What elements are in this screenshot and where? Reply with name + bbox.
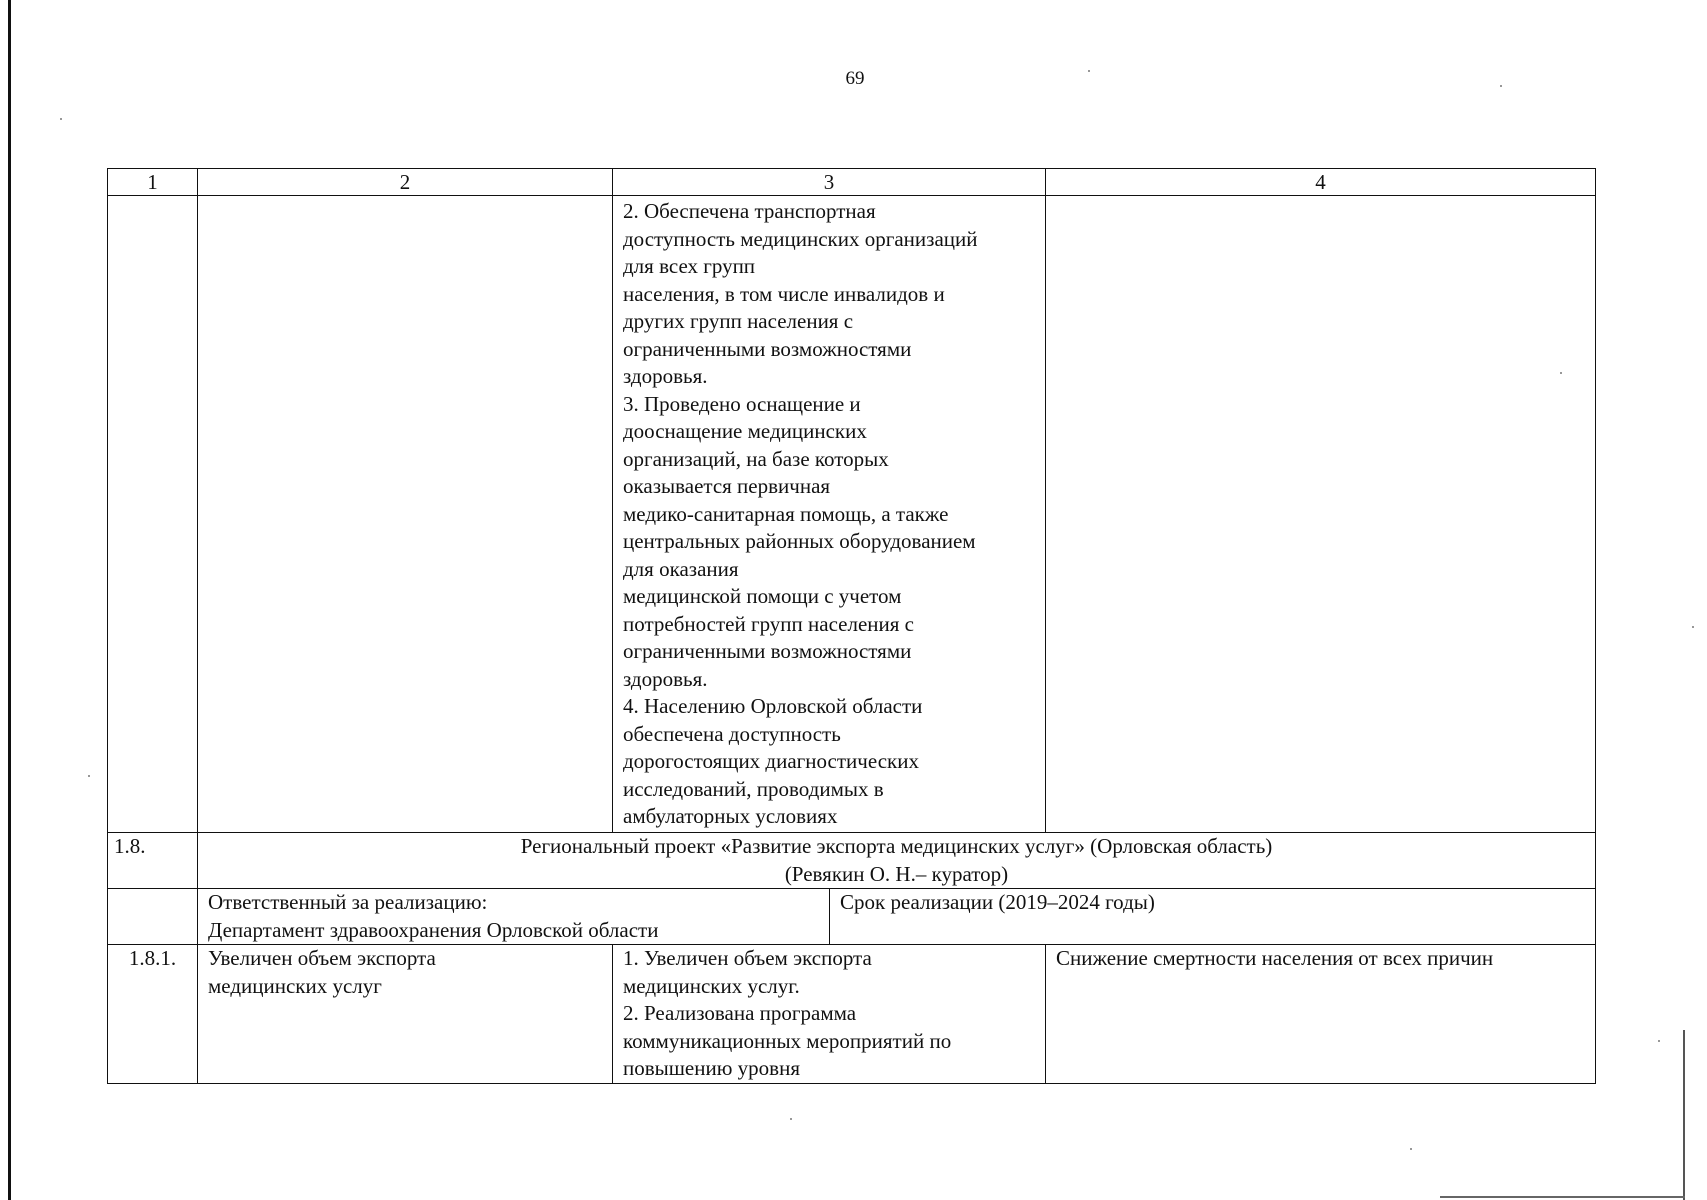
text-line: 2. Реализована программа	[623, 1001, 857, 1025]
text-line: Снижение смертности населения от всех причин	[1056, 946, 1494, 970]
text-line: коммуникационных мероприятий по	[623, 1028, 952, 1053]
text-line: потребностей групп населения с	[623, 611, 914, 636]
text-line: медицинской помощи с учетом	[623, 584, 902, 608]
responsible-cell	[198, 889, 830, 945]
text-line: ограниченными возможностями	[623, 336, 912, 361]
cell-indicator	[1046, 196, 1596, 833]
text-line: здоровья.	[623, 666, 708, 691]
project-number: 1.8.	[108, 833, 198, 889]
scan-edge-left	[8, 0, 11, 1200]
header-col-2: 2	[198, 169, 613, 196]
scan-speck	[1088, 70, 1090, 72]
text-line: медицинских услуг	[208, 973, 382, 998]
text-line: здоровья.	[623, 364, 708, 388]
header-col-3: 3	[613, 169, 1046, 196]
scan-speck	[1410, 1148, 1412, 1150]
text-line: 1. Увеличен объем экспорта	[623, 946, 872, 970]
scan-speck	[88, 775, 90, 777]
scan-speck	[790, 1118, 792, 1120]
table-row-1-8-1	[108, 945, 1596, 1084]
text-line: 2. Обеспечена транспортная	[623, 199, 876, 223]
header-col-1: 1	[108, 169, 198, 196]
text-line: дорогостоящих диагностических	[623, 749, 919, 773]
text-line: оказывается первичная	[623, 474, 831, 498]
scan-speck	[1500, 85, 1502, 87]
text-line: амбулаторных условиях	[623, 804, 838, 828]
table-row-project	[108, 833, 1596, 889]
scan-edge-right	[1683, 1030, 1685, 1200]
text-line: для оказания	[623, 556, 739, 581]
text-line: обеспечена доступность	[623, 721, 841, 746]
responsible-number	[108, 889, 198, 945]
text-line: 4. Населению Орловской области	[623, 694, 923, 718]
text-line: доступность медицинских организаций	[623, 226, 978, 251]
text-line: для всех групп	[623, 254, 756, 278]
text-line: 3. Проведено оснащение и	[623, 391, 861, 416]
scan-edge-bottom	[1440, 1196, 1685, 1198]
table-row-continuation	[108, 196, 1596, 833]
page-number: 69	[845, 68, 865, 89]
table-header-row	[108, 169, 1596, 196]
period-text: Срок реализации (2019–2024 годы)	[840, 890, 1155, 914]
project-title-line1: Региональный проект «Развитие экспорта медицинских услуг» (Орловская область)	[520, 834, 1273, 858]
text-line: населения, в том числе инвалидов и	[623, 281, 945, 306]
responsible-value: Департамент здравоохранения Орловской области	[208, 917, 659, 942]
main-table	[107, 168, 1596, 1084]
project-title-line2: (Ревякин О. Н.– куратор)	[784, 861, 1009, 886]
scan-speck	[1692, 626, 1694, 628]
text-line: дооснащение медицинских	[623, 419, 867, 443]
scan-speck	[1658, 1040, 1660, 1042]
scan-speck	[1560, 372, 1562, 374]
period-cell	[830, 889, 1596, 945]
item-indicator	[1046, 945, 1596, 1084]
item-number: 1.8.1.	[108, 945, 198, 1084]
project-title	[198, 833, 1596, 889]
text-line: медико-санитарная помощь, а также	[623, 501, 949, 526]
cell-goal	[198, 196, 613, 833]
text-line: медицинских услуг.	[623, 973, 800, 998]
table-row-responsible	[108, 889, 1596, 945]
scan-speck	[60, 118, 62, 120]
cell-number	[108, 196, 198, 833]
header-col-4: 4	[1046, 169, 1596, 196]
text-line: центральных районных оборудованием	[623, 529, 976, 553]
text-line: Увеличен объем экспорта	[208, 946, 436, 970]
responsible-label: Ответственный за реализацию:	[208, 890, 488, 914]
text-line: исследований, проводимых в	[623, 776, 884, 801]
text-line: повышению уровня	[623, 1056, 800, 1080]
item-goal	[198, 945, 613, 1084]
cell-results	[613, 196, 1046, 833]
item-results	[613, 945, 1046, 1084]
text-line: ограниченными возможностями	[623, 639, 912, 663]
text-line: организаций, на базе которых	[623, 446, 889, 471]
text-line: других групп населения с	[623, 309, 854, 333]
